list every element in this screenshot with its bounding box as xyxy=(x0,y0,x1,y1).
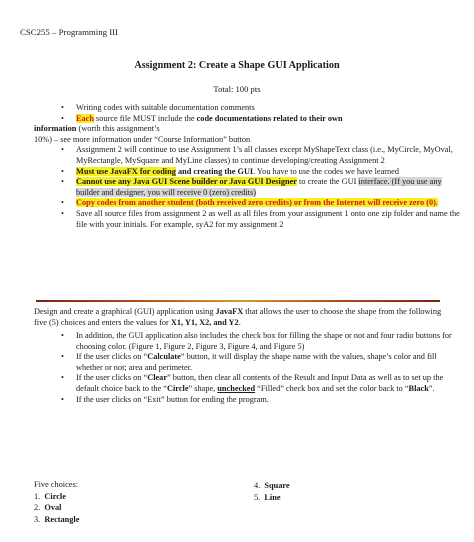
list-item: 1. Circle xyxy=(34,491,66,501)
details-list xyxy=(58,331,458,405)
total-points: Total: 100 pts xyxy=(213,84,261,94)
list-item: • Cannot use any Java GUI Scene builder or Java GUI Designer to create the GUI interface. (If you use any builder and designer, you will receive 0 (zero) credits) xyxy=(61,177,442,197)
list-item: • If the user clicks on “Clear” button, then clear all contents of the Result and Input Data as well as to set up the default choice back to the “Circle” shape, unchecked “Filled” check box and set the color back to “Black”. xyxy=(61,373,444,393)
list-item: • Each source file MUST include the code documentations related to their own xyxy=(61,113,343,123)
bullet-icon: • xyxy=(61,352,64,362)
list-item: • Save all source files from assignment 2 as well as all files from your assignment 1 onto one zip folder and name the file with your initials. For example, syA2 for my assignment 2 xyxy=(61,208,460,229)
bullet-icon: • xyxy=(61,166,64,176)
requirements-list xyxy=(34,103,464,230)
list-item: • Must use JavaFX for coding and creating the GUI. You have to use the codes we have learned xyxy=(61,166,400,176)
list-item: • If the user clicks on “Calculate” button, it will display the shape name with the values, shape’s color and fill whether or not; area and perimeter. xyxy=(61,352,437,372)
list-item: 4. Square xyxy=(254,481,290,490)
bullet-icon: • xyxy=(61,198,64,208)
list-item: • If the user clicks on “Exit” button for ending the program. xyxy=(61,394,269,404)
list-item-continued: information (worth this assignment’s xyxy=(34,124,160,134)
choices-heading: Five choices: xyxy=(34,480,79,489)
list-item-continued: 10%) – see more information under “Course Information” button xyxy=(34,134,251,144)
bullet-icon: • xyxy=(61,373,64,383)
bullet-icon: • xyxy=(61,394,64,404)
bullet-icon: • xyxy=(61,208,64,218)
assignment-title: Assignment 2: Create a Shape GUI Application xyxy=(134,60,340,71)
list-item: • In addition, the GUI application also includes the check box for filling the shape or not and four radio buttons for choosing color. (Figure 1, Figure 2, Figure 3, Figure 4, and Figure 5) xyxy=(61,331,452,351)
list-item: 2. Oval xyxy=(34,503,62,513)
course-header: CSC255 – Programming III xyxy=(20,27,118,37)
bullet-icon: • xyxy=(61,177,64,187)
bullet-icon: • xyxy=(61,331,64,340)
list-item: • Assignment 2 will continue to use Assignment 1’s all classes except MyShapeText class (i.e., MyCircle, MyOval, MyRectangle, MySquare and MyLine classes) to continue developing/creating Assignment 2 xyxy=(61,145,453,165)
list-item: • Writing codes with suitable documentation comments xyxy=(61,103,255,112)
bullet-icon: • xyxy=(61,113,64,123)
bullet-icon: • xyxy=(61,145,64,155)
intro-paragraph: Design and create a graphical (GUI) application using JavaFX that allows the user to choose the shape from the following five (5) choices and enters the values for X1, Y1, X2, and Y2. xyxy=(34,307,442,327)
choices-column-right xyxy=(254,480,414,503)
list-item: • Copy codes from another student (both received zero credits) or from the Internet will receive zero (0). xyxy=(61,198,438,208)
choices-column-left xyxy=(34,480,214,525)
list-item: 5. Line xyxy=(254,492,281,502)
section-divider xyxy=(36,300,440,302)
list-item: 3. Rectangle xyxy=(34,514,80,524)
bullet-icon: • xyxy=(61,103,64,112)
